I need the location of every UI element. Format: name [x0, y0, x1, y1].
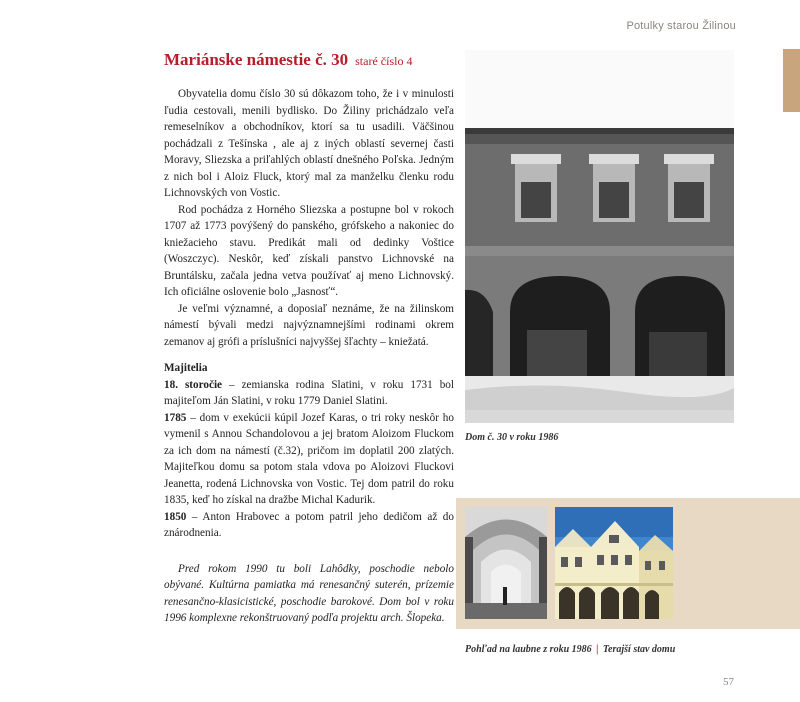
owner-entry — [164, 509, 454, 542]
arcade-photo-1986 — [465, 507, 547, 619]
paragraph: Obyvatelia domu číslo 30 sú dôkazom toho, že i v minulosti ľudia cestovali, menili bydlisko. Do Žiliny prichádzalo veľa remeselníkov a obchodníkov, ktorí sa tu usadili. Väčšinou pochádzali z Tešínska , ale aj z iných oblastí severnej časti Moravy, Sliezska a priľahlých oblastí dnešného Poľska. Jedným z nich bol i Aloiz Fluck, ktorý mal za manželku členku rodu Lichnovských von Vostic. — [164, 88, 454, 199]
owner-entry — [164, 410, 454, 509]
owner-period: 1850 — [164, 510, 187, 523]
historical-note: Pred rokom 1990 tu boli Lahôdky, poschodie nebolo obývané. Kultúrna pamiatka má renesančný suterén, prízemie renesančno-klasicistické, poschodie barokové. Dom bol v roku 1996 komplexne rekonštruovaný podľa projektu arch. Šlopeka. — [164, 562, 454, 624]
owner-entry — [164, 377, 454, 410]
caption-left: Pohľad na laubne z roku 1986 — [465, 644, 592, 655]
owner-text: – zemianska rodina Slatini, v roku 1731 bol majiteľom Ján Slatini, v roku 1779 Daniel Slatini. — [164, 378, 454, 407]
owner-text: – dom v exekúcii kúpil Jozef Karas, o tri roky neskôr ho vymenil s Annou Schandolovou a jej bratom Aloizom Fluckom za ich dom na námestí (č.32), pričom im doplatil 200 zlatých. Majiteľkou domu sa potom stala vdova po Aloizovi Fluckovi Jeanetta, rodená Lichnovska von Vostic. Tej dom patril do roku 1835, keď ho získal na dražbe Michal Kadurik. — [164, 411, 454, 506]
bottom-photos-caption — [465, 644, 675, 655]
article-title: Mariánske námestie č. 30 — [164, 50, 349, 69]
owners-heading: Majitelia — [164, 362, 208, 374]
chapter-tab — [783, 49, 800, 112]
article-title-line — [164, 50, 454, 70]
paragraph: Je veľmi významné, a doposiaľ neznáme, že na žilinskom námestí bývali medzi najvýznamnejšími rodinami okrem zemanov aj grófi a príslušníci najvyššej šľachty – kniežatá. — [164, 302, 454, 348]
article-body — [164, 86, 454, 627]
page-number: 57 — [723, 676, 734, 688]
running-title: Potulky starou Žilinou — [626, 20, 736, 32]
house-photo-1986 — [465, 50, 734, 423]
owner-period: 18. storočie — [164, 378, 223, 391]
owner-text: – Anton Hrabovec a potom patril jeho dedičom až do znárodnenia. — [164, 510, 454, 539]
article-title-suffix: staré číslo 4 — [355, 54, 413, 68]
caption-right: Terajší stav domu — [602, 644, 676, 655]
main-photo-caption: Dom č. 30 v roku 1986 — [465, 432, 559, 443]
house-photo-current — [555, 507, 673, 619]
owner-period: 1785 — [164, 411, 187, 424]
caption-separator: | — [596, 644, 599, 655]
paragraph: Rod pochádza z Horného Sliezska a postupne bol v rokoch 1707 až 1773 povýšený do panského, grófskeho a nakoniec do kniežacieho stavu. Predikát mali od dedinky Voštice (Woszczyc). Neskôr, keď získali panstvo Lichnovské na Bruntálsku, začala jedna vetva používať aj meno Lichnovský. Ich oficiálne oslovenie bolo „Jasnosť“. — [164, 203, 454, 298]
